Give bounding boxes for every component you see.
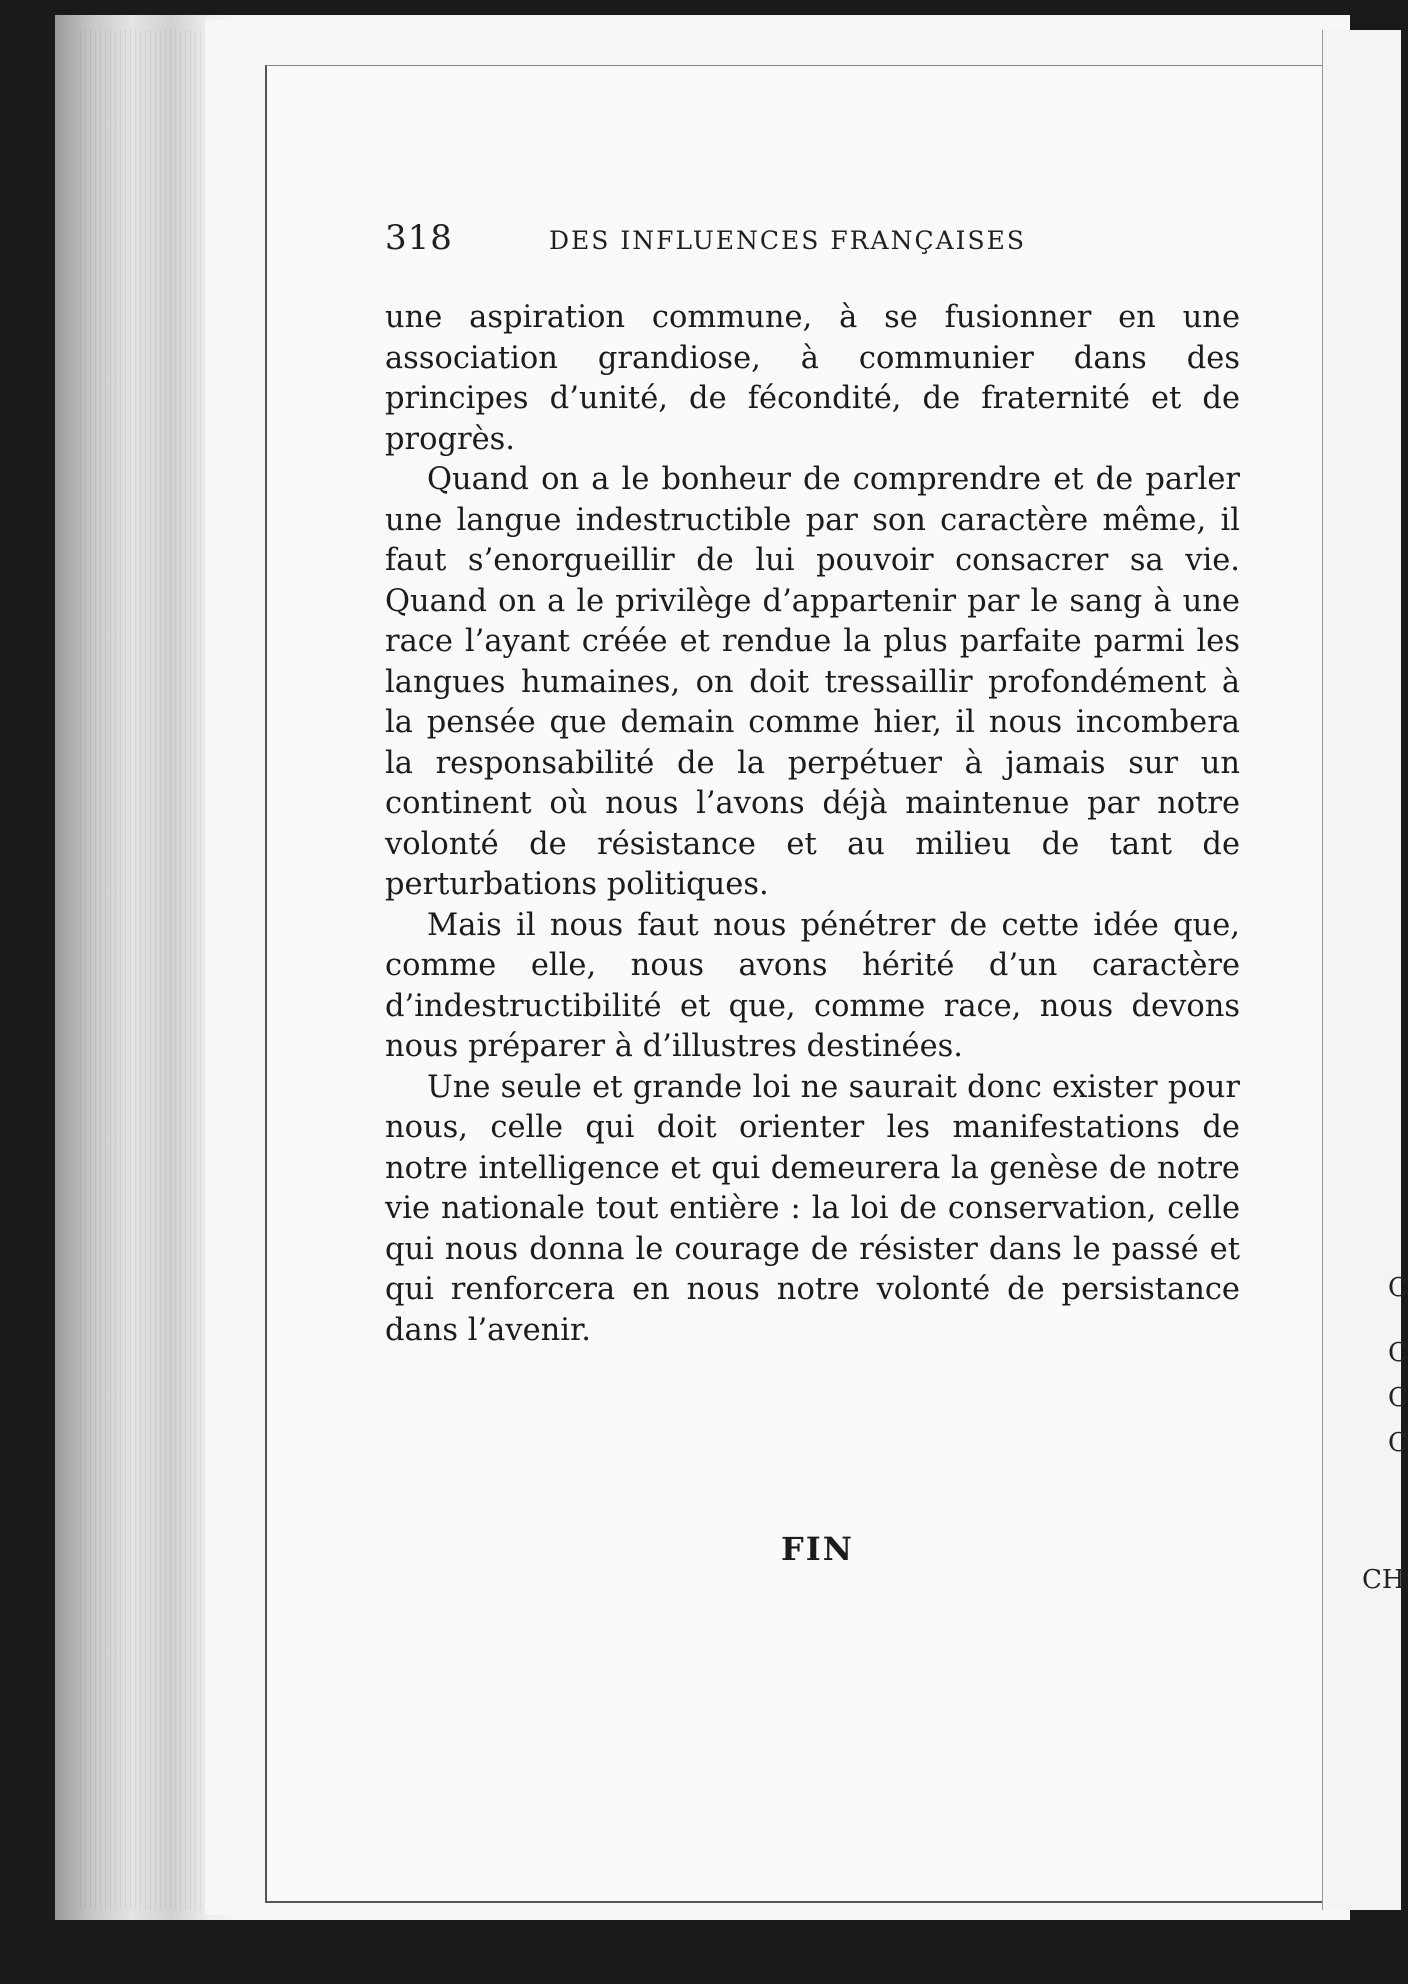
page-number: 318 (385, 218, 453, 258)
facing-page-edge (1322, 30, 1401, 1910)
page-edges (80, 30, 210, 1910)
facing-page-letter: C (1388, 1273, 1408, 1303)
facing-page-letter: CH (1362, 1565, 1405, 1595)
page-header (385, 218, 1085, 258)
paragraph: une aspiration commune, à se fusionner en une association grandiose, à communier dans des principes d’unité, de fécondité, de fraternité et de progrès. (385, 300, 1240, 457)
paragraph: Mais il nous faut nous pénétrer de cette idée que, comme elle, nous avons hérité d’un caractère d’indestructibilité et que, comme race, nous devons nous préparer à d’illustres destinées. (385, 907, 1240, 1064)
facing-page-letter: C (1388, 1338, 1408, 1368)
facing-page-letter: C (1388, 1383, 1408, 1413)
end-marker (0, 1530, 1400, 1568)
running-title: DES INFLUENCES FRANÇAISES (549, 226, 1027, 255)
fin-text: FIN (781, 1530, 854, 1568)
facing-page-letter: C (1388, 1428, 1408, 1458)
body-text (385, 298, 1240, 1351)
paragraph: Une seule et grande loi ne saurait donc exister pour nous, celle qui doit orienter les manifestations de notre intelligence et qui demeurera la genèse de notre vie nationale tout entière : la loi de conservation, celle qui nous donna le courage de résister dans le passé et qui renforcera en nous notre volonté de persistance dans l’avenir. (385, 1069, 1240, 1348)
paragraph: Quand on a le bonheur de comprendre et de parler une langue indestructible par son caractère même, il faut s’enorgueillir de lui pouvoir consacrer sa vie. Quand on a le privilège d’appartenir par le sang à une race l’ayant créée et rendue la plus parfaite parmi les langues humaines, on doit tressaillir profondément à la pensée que demain comme hier, il nous incombera la responsabilité de la perpétuer à jamais sur un continent où nous l’avons déjà maintenue par notre volonté de résistance et au milieu de tant de perturbations politiques. (385, 462, 1240, 902)
